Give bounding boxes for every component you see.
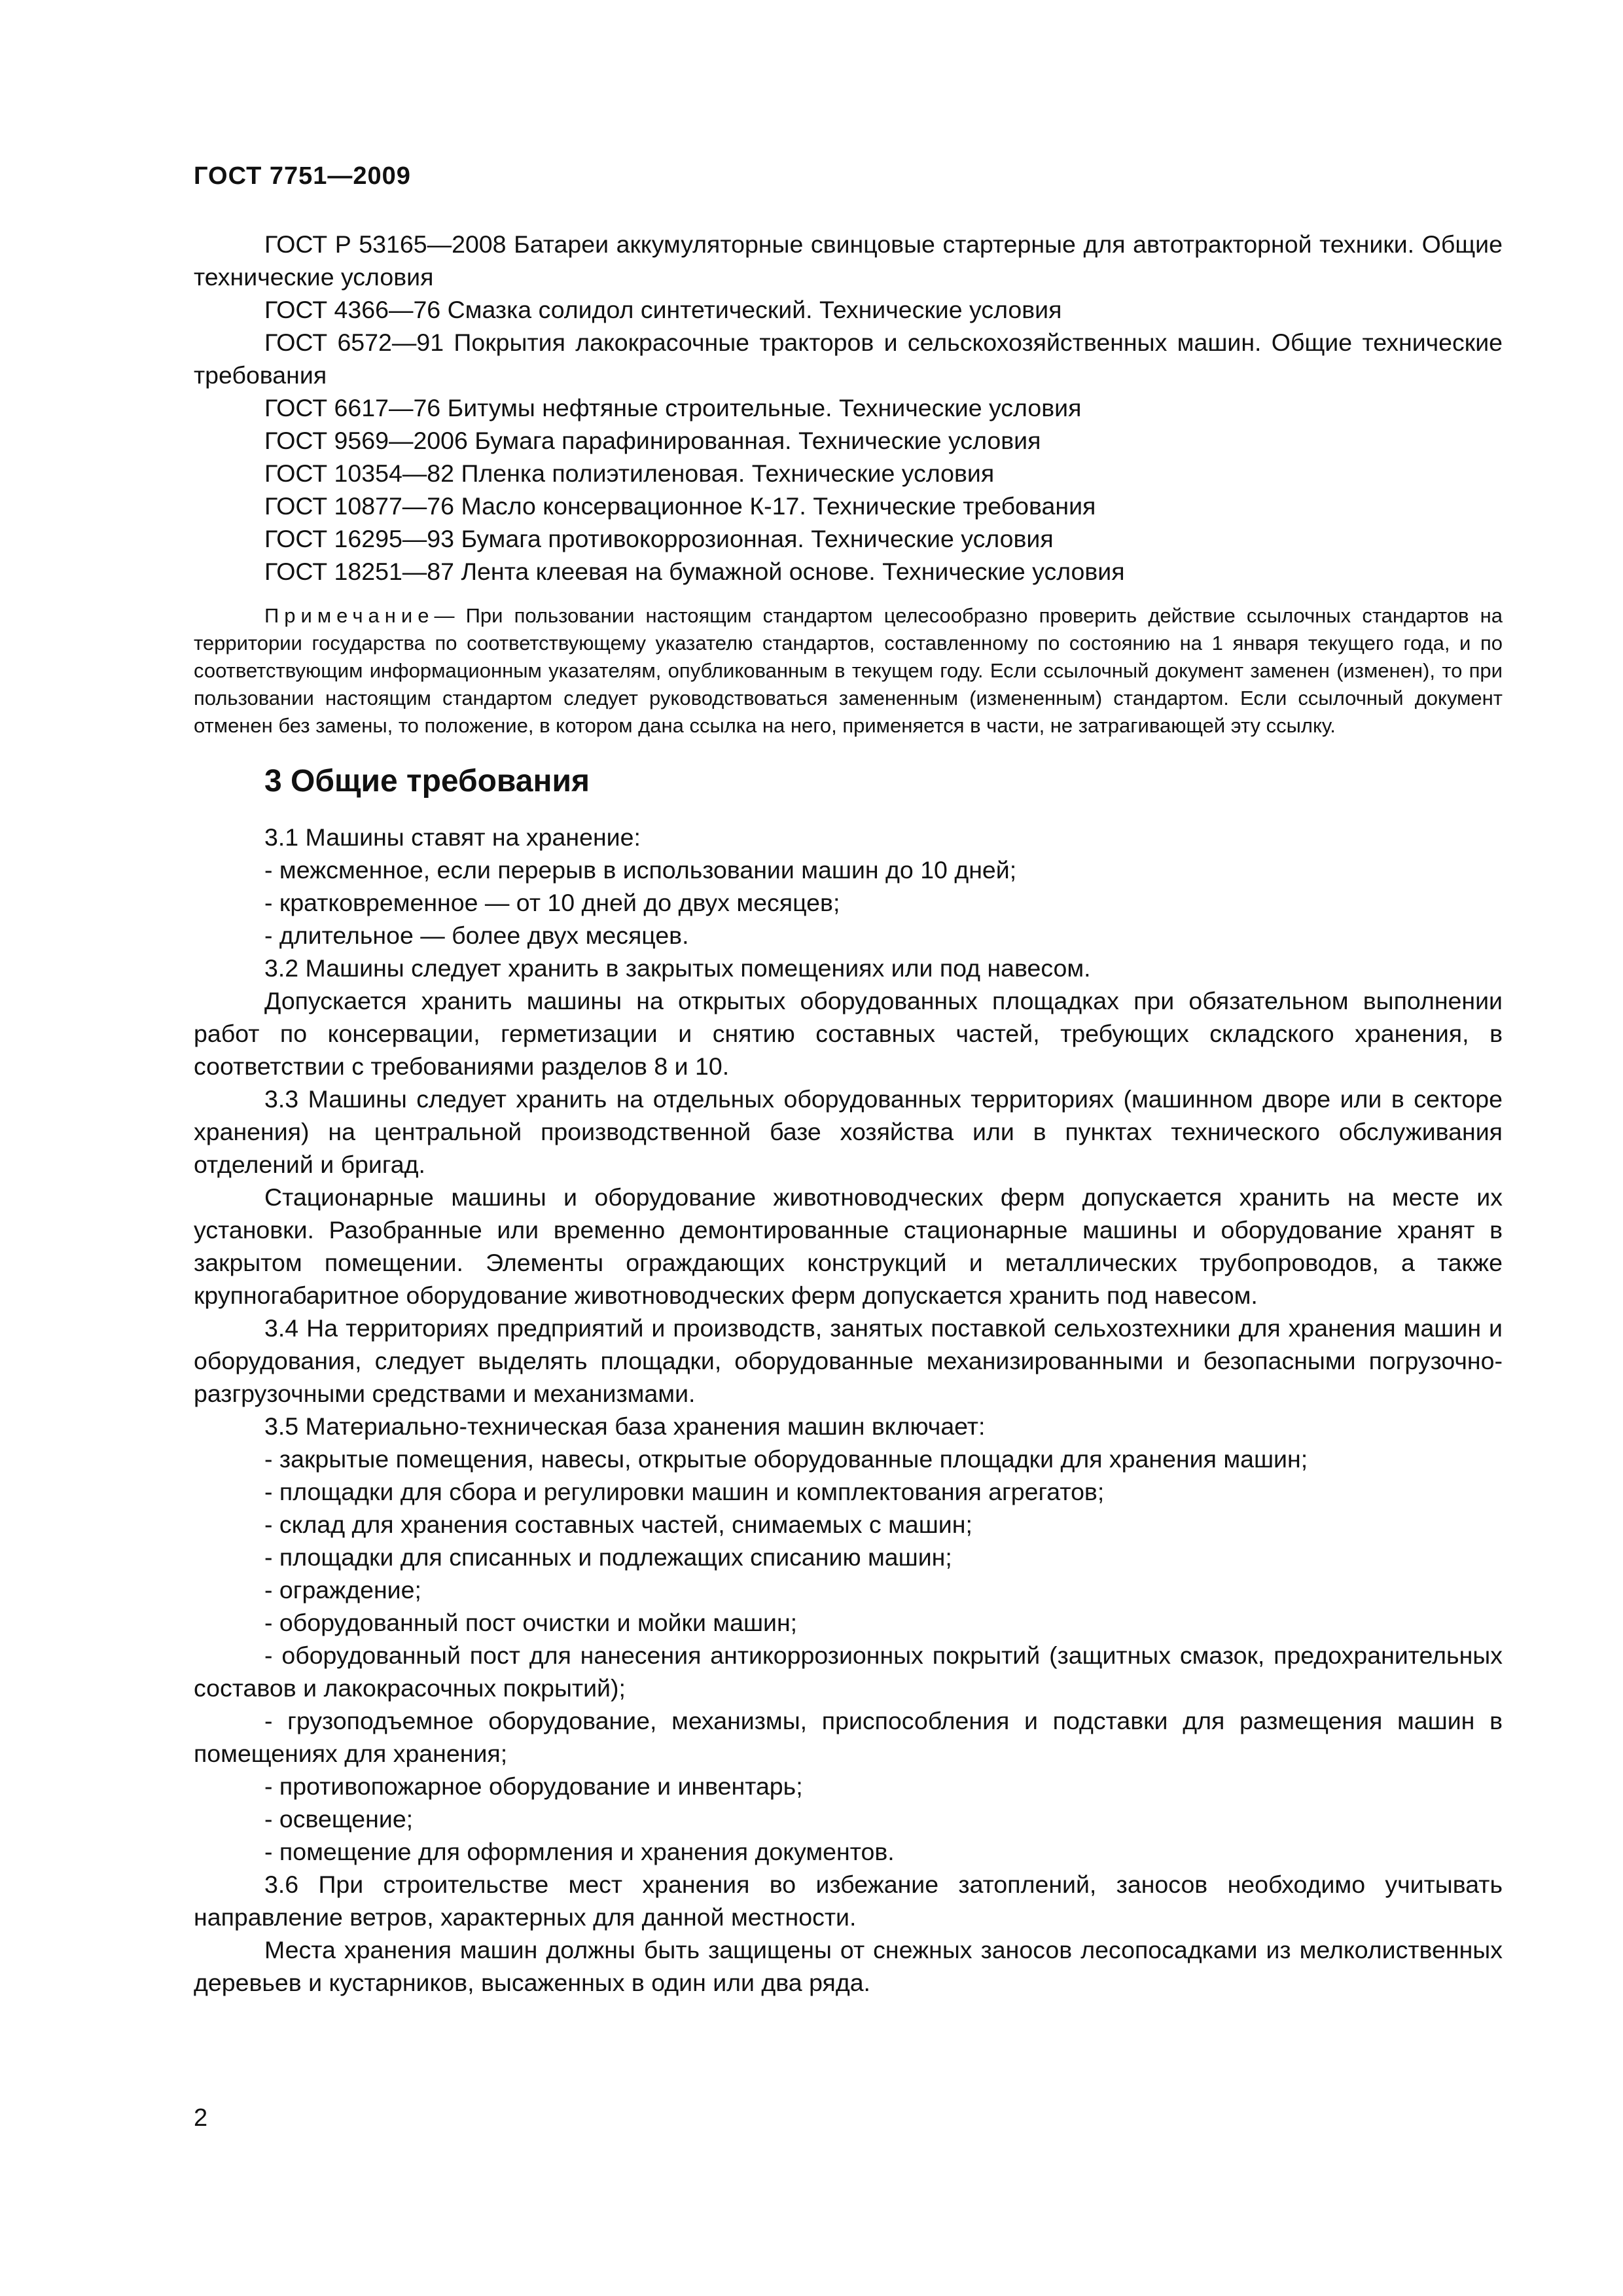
section-list-item: - помещение для оформления и хранения документов. <box>264 1838 895 1865</box>
reference-item: ГОСТ 6617—76 Битумы нефтяные строительные. Технические условия <box>264 394 1082 422</box>
page-number: 2 <box>194 2104 208 2132</box>
section-paragraph: Стационарные машины и оборудование животноводческих ферм допускается хранить на месте их установки. Разобранные или временно демонтированные стационарные машины и оборудование хранят в закрытом помещении. Элементы ограждающих конструкций и металлических трубопроводов, а также крупногабаритное оборудование животноводческих ферм допускается хранить под навесом. <box>194 1183 1503 1309</box>
section-list-item: - ограждение; <box>264 1576 421 1604</box>
section-paragraph: 3.5 Материально-техническая база хранения машин включает: <box>264 1412 986 1440</box>
section-paragraph: Допускается хранить машины на открытых оборудованных площадках при обязательном выполнении работ по консервации, герметизации и снятию составных частей, требующих складского хранения, в соответствии с требованиями разделов 8 и 10. <box>194 987 1503 1080</box>
section-title: 3 Общие требования <box>264 764 590 798</box>
section-list-item: - противопожарное оборудование и инвентарь; <box>264 1772 803 1800</box>
reference-item: ГОСТ 6572—91 Покрытия лакокрасочные тракторов и сельскохозяйственных машин. Общие технические требования <box>194 329 1503 389</box>
section-list-item: - кратковременное — от 10 дней до двух месяцев; <box>264 889 840 916</box>
section-paragraph: 3.1 Машины ставят на хранение: <box>264 823 641 851</box>
document-header: ГОСТ 7751—2009 <box>194 162 411 190</box>
note-paragraph <box>194 602 1503 740</box>
section-list-item: - грузоподъемное оборудование, механизмы, приспособления и подставки для размещения машин в помещениях для хранения; <box>194 1707 1503 1767</box>
section-list-item: - освещение; <box>264 1805 414 1833</box>
document-body <box>194 228 1503 1999</box>
section-list-item: - закрытые помещения, навесы, открытые оборудованные площадки для хранения машин; <box>264 1445 1308 1473</box>
reference-item: ГОСТ Р 53165—2008 Батареи аккумуляторные свинцовые стартерные для автотракторной техники. Общие технические условия <box>194 230 1503 291</box>
reference-item: ГОСТ 10877—76 Масло консервационное К-17. Технические требования <box>264 492 1096 520</box>
section-list-item: - склад для хранения составных частей, снимаемых с машин; <box>264 1511 972 1538</box>
section-list-item: - длительное — более двух месяцев. <box>264 922 689 949</box>
section-paragraph: Места хранения машин должны быть защищены от снежных заносов лесопосадками из мелколиственных деревьев и кустарников, высаженных в один или два ряда. <box>194 1936 1503 1996</box>
section-paragraph: 3.6 При строительстве мест хранения во избежание затоплений, заносов необходимо учитывать направление ветров, характерных для данной местности. <box>194 1871 1503 1931</box>
reference-item: ГОСТ 9569—2006 Бумага парафинированная. Технические условия <box>264 427 1041 454</box>
note-lead: Примечание <box>264 604 435 627</box>
reference-item: ГОСТ 16295—93 Бумага противокоррозионная. Технические условия <box>264 525 1054 552</box>
section-list-item: - межсменное, если перерыв в использовании машин до 10 дней; <box>264 856 1017 884</box>
section-list-item: - оборудованный пост очистки и мойки машин; <box>264 1609 798 1636</box>
reference-item: ГОСТ 18251—87 Лента клеевая на бумажной основе. Технические условия <box>264 558 1125 585</box>
note-text: — При пользовании настоящим стандартом целесообразно проверить действие ссылочных стандартов на территории государства по соответствующему указателю стандартов, составленному по состоянию на 1 января текущего года, и по соответствующим информационным указателям, опубликованным в текущем году. Если ссылочный документ заменен (изменен), то при пользовании настоящим стандартом следует руководствоваться замененным (измененным) стандартом. Если ссылочный документ отменен без замены, то положение, в котором дана ссылка на него, применяется в части, не затрагивающей эту ссылку. <box>194 604 1503 737</box>
reference-item: ГОСТ 10354—82 Пленка полиэтиленовая. Технические условия <box>264 459 995 487</box>
section-list-item: - площадки для списанных и подлежащих списанию машин; <box>264 1543 952 1571</box>
section-paragraph: 3.2 Машины следует хранить в закрытых помещениях или под навесом. <box>264 954 1091 982</box>
section-paragraph: 3.3 Машины следует хранить на отдельных оборудованных территориях (машинном дворе или в секторе хранения) на центральной производственной базе хозяйства или в пунктах технического обслуживания отделений и бригад. <box>194 1085 1503 1178</box>
section-list-item: - площадки для сбора и регулировки машин и комплектования агрегатов; <box>264 1478 1105 1505</box>
reference-item: ГОСТ 4366—76 Смазка солидол синтетический. Технические условия <box>264 296 1062 323</box>
section-list-item: - оборудованный пост для нанесения антикоррозионных покрытий (защитных смазок, предохранительных составов и лакокрасочных покрытий); <box>194 1641 1503 1702</box>
section-paragraph: 3.4 На территориях предприятий и производств, занятых поставкой сельхозтехники для хранения машин и оборудования, следует выделять площадки, оборудованные механизированными и безопасными погрузочно-разгрузочными средствами и механизмами. <box>194 1314 1503 1407</box>
